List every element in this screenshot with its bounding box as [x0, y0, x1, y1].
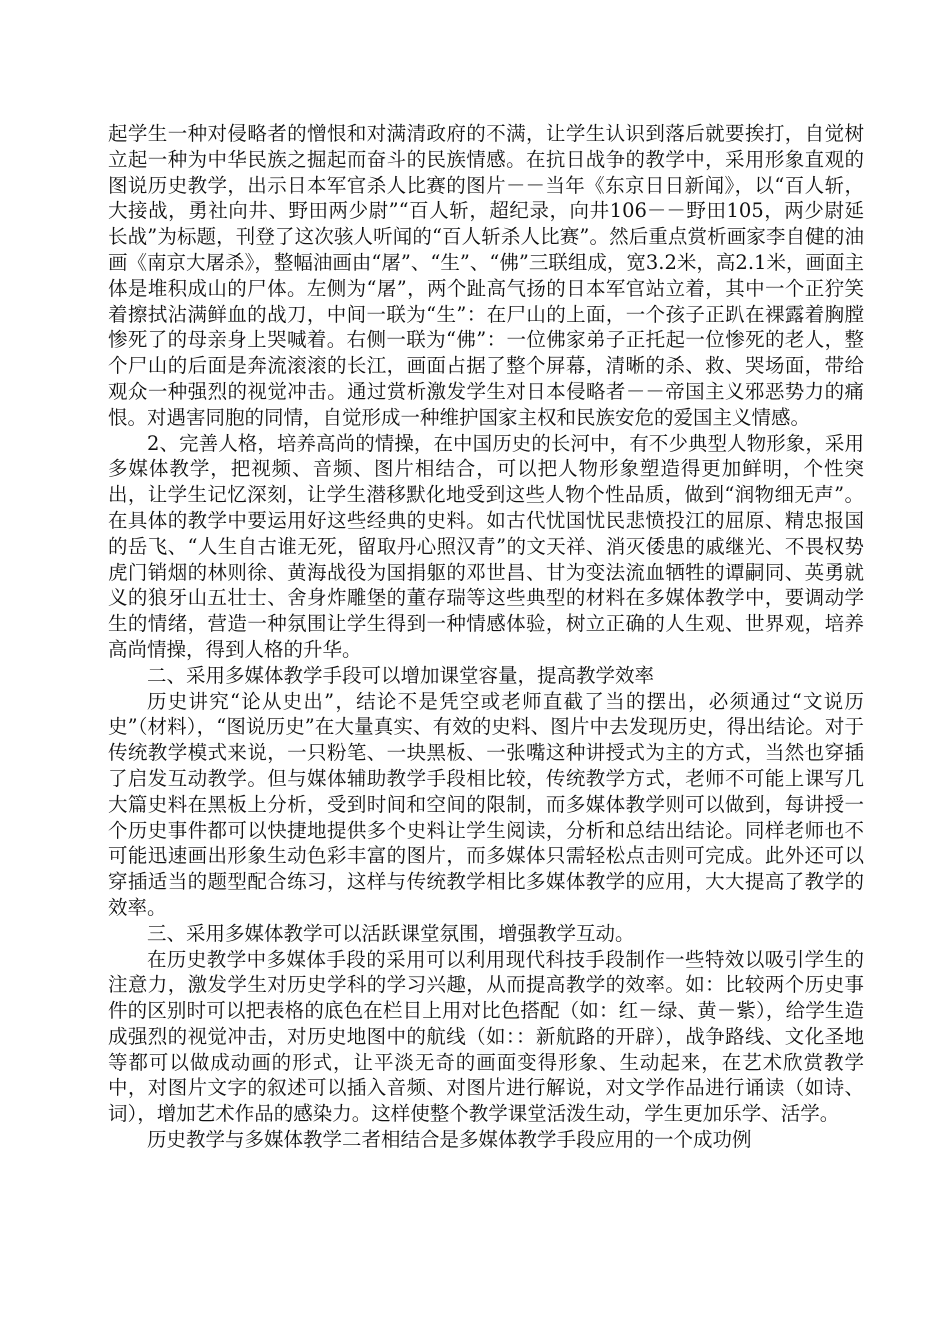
paragraph-multimedia-effects: 在历史教学中多媒体手段的采用可以利用现代科技手段制作一些特效以吸引学生的注意力，激发学生对历史学科的学习兴趣，从而提高教学的效率。如：比较两个历史事件的区别时可以把表格的底色在栏目上用对比色搭配（如：红－绿、黄－紫），给学生造成强烈的视觉冲击，对历史地图中的航线（如：：新航路的开辟），战争路线、文化圣地等都可以做成动画的形式，让平淡无奇的画面变得形象、生动起来，在艺术欣赏教学中，对图片文字的叙述可以插入音频、对图片进行解说，对文学作品进行诵读（如诗、词），增加艺术作品的感染力。这样使整个教学课堂活泼生动，学生更加乐学、活学。	[108, 947, 864, 1126]
section-heading-3: 三、采用多媒体教学可以活跃课堂氛围，增强教学互动。	[147, 921, 635, 945]
paragraph-continuation: 起学生一种对侵略者的憎恨和对满清政府的不满，让学生认识到落后就要挨打，自觉树立起一种为中华民族之掘起而奋斗的民族情感。在抗日战争的教学中，采用形象直观的图说历史教学，出示日本军官杀人比赛的图片－－当年《东京日日新闻》，以“百人斩，大接战，勇社向井、野田两少尉”“百人斩，超纪录，向井106－－野田105，两少尉延长战”为标题，刊登了这次骇人听闻的“百人斩杀人比赛”。然后重点赏析画家李自健的油画《南京大屠杀》，整幅油画由“屠”、“生”、“佛”三联组成，宽3.2米，高2.1米，画面主体是堆积成山的尸体。左侧为“屠”，两个趾高气扬的日本军官站立着，其中一个正狞笑着擦拭沾满鲜血的战刀，中间一联为“生”：在尸山的上面，一个孩子正趴在裸露着胸膛惨死了的母亲身上哭喊着。右侧一联为“佛”：一位佛家弟子正托起一位惨死的老人，整个尸山的后面是奔流滚滚的长江，画面占据了整个屏幕，清晰的杀、救、哭场面，带给观众一种强烈的视觉冲击。通过赏析激发学生对日本侵略者－－帝国主义邪恶势力的痛恨。对遇害同胞的同情，自觉形成一种维护国家主权和民族安危的爱国主义情感。	[108, 122, 864, 429]
document-page	[108, 121, 864, 1153]
section-heading-2: 二、采用多媒体教学手段可以增加课堂容量，提高教学效率	[147, 663, 655, 687]
paragraph-conclusion-start: 历史教学与多媒体教学二者相结合是多媒体教学手段应用的一个成功例	[147, 1128, 752, 1152]
paragraph-perfect-personality: 2、完善人格，培养高尚的情操，在中国历史的长河中，有不少典型人物形象，采用多媒体教学，把视频、音频、图片相结合，可以把人物形象塑造得更加鲜明，个性突出，让学生记忆深刻，让学生潜移默化地受到这些人物个性品质，做到“润物细无声”。在具体的教学中要运用好这些经典的史料。如古代忧国忧民悲愤投江的屈原、精忠报国的岳飞、“人生自古谁无死，留取丹心照汉青”的文天祥、消灭倭患的戚继光、不畏权势虎门销烟的林则徐、黄海战役为国捐躯的邓世昌、甘为变法流血牺牲的谭嗣同、英勇就义的狼牙山五壮士、舍身炸雕堡的董存瑞等这些典型的材料在多媒体教学中，要调动学生的情绪，营造一种氛围让学生得到一种情感体验，树立正确的人生观、世界观，培养高尚情操，得到人格的升华。	[108, 431, 864, 661]
paragraph-history-evidence: 历史讲究“论从史出”，结论不是凭空或老师直截了当的摆出，必须通过“文说历史”（材料），“图说历史”在大量真实、有效的史料、图片中去发现历史，得出结论。对于传统教学模式来说，一只粉笔、一块黑板、一张嘴这种讲授式为主的方式，当然也穿插了启发互动教学。但与媒体辅助教学手段相比较，传统教学方式，老师不可能上课写几大篇史料在黑板上分析，受到时间和空间的限制，而多媒体教学则可以做到，每讲授一个历史事件都可以快捷地提供多个史料让学生阅读，分析和总结出结论。同样老师也不可能迅速画出形象生动色彩丰富的图片，而多媒体只需轻松点击则可完成。此外还可以穿插适当的题型配合练习，这样与传统教学相比多媒体教学的应用，大大提高了教学的效率。	[108, 689, 864, 919]
